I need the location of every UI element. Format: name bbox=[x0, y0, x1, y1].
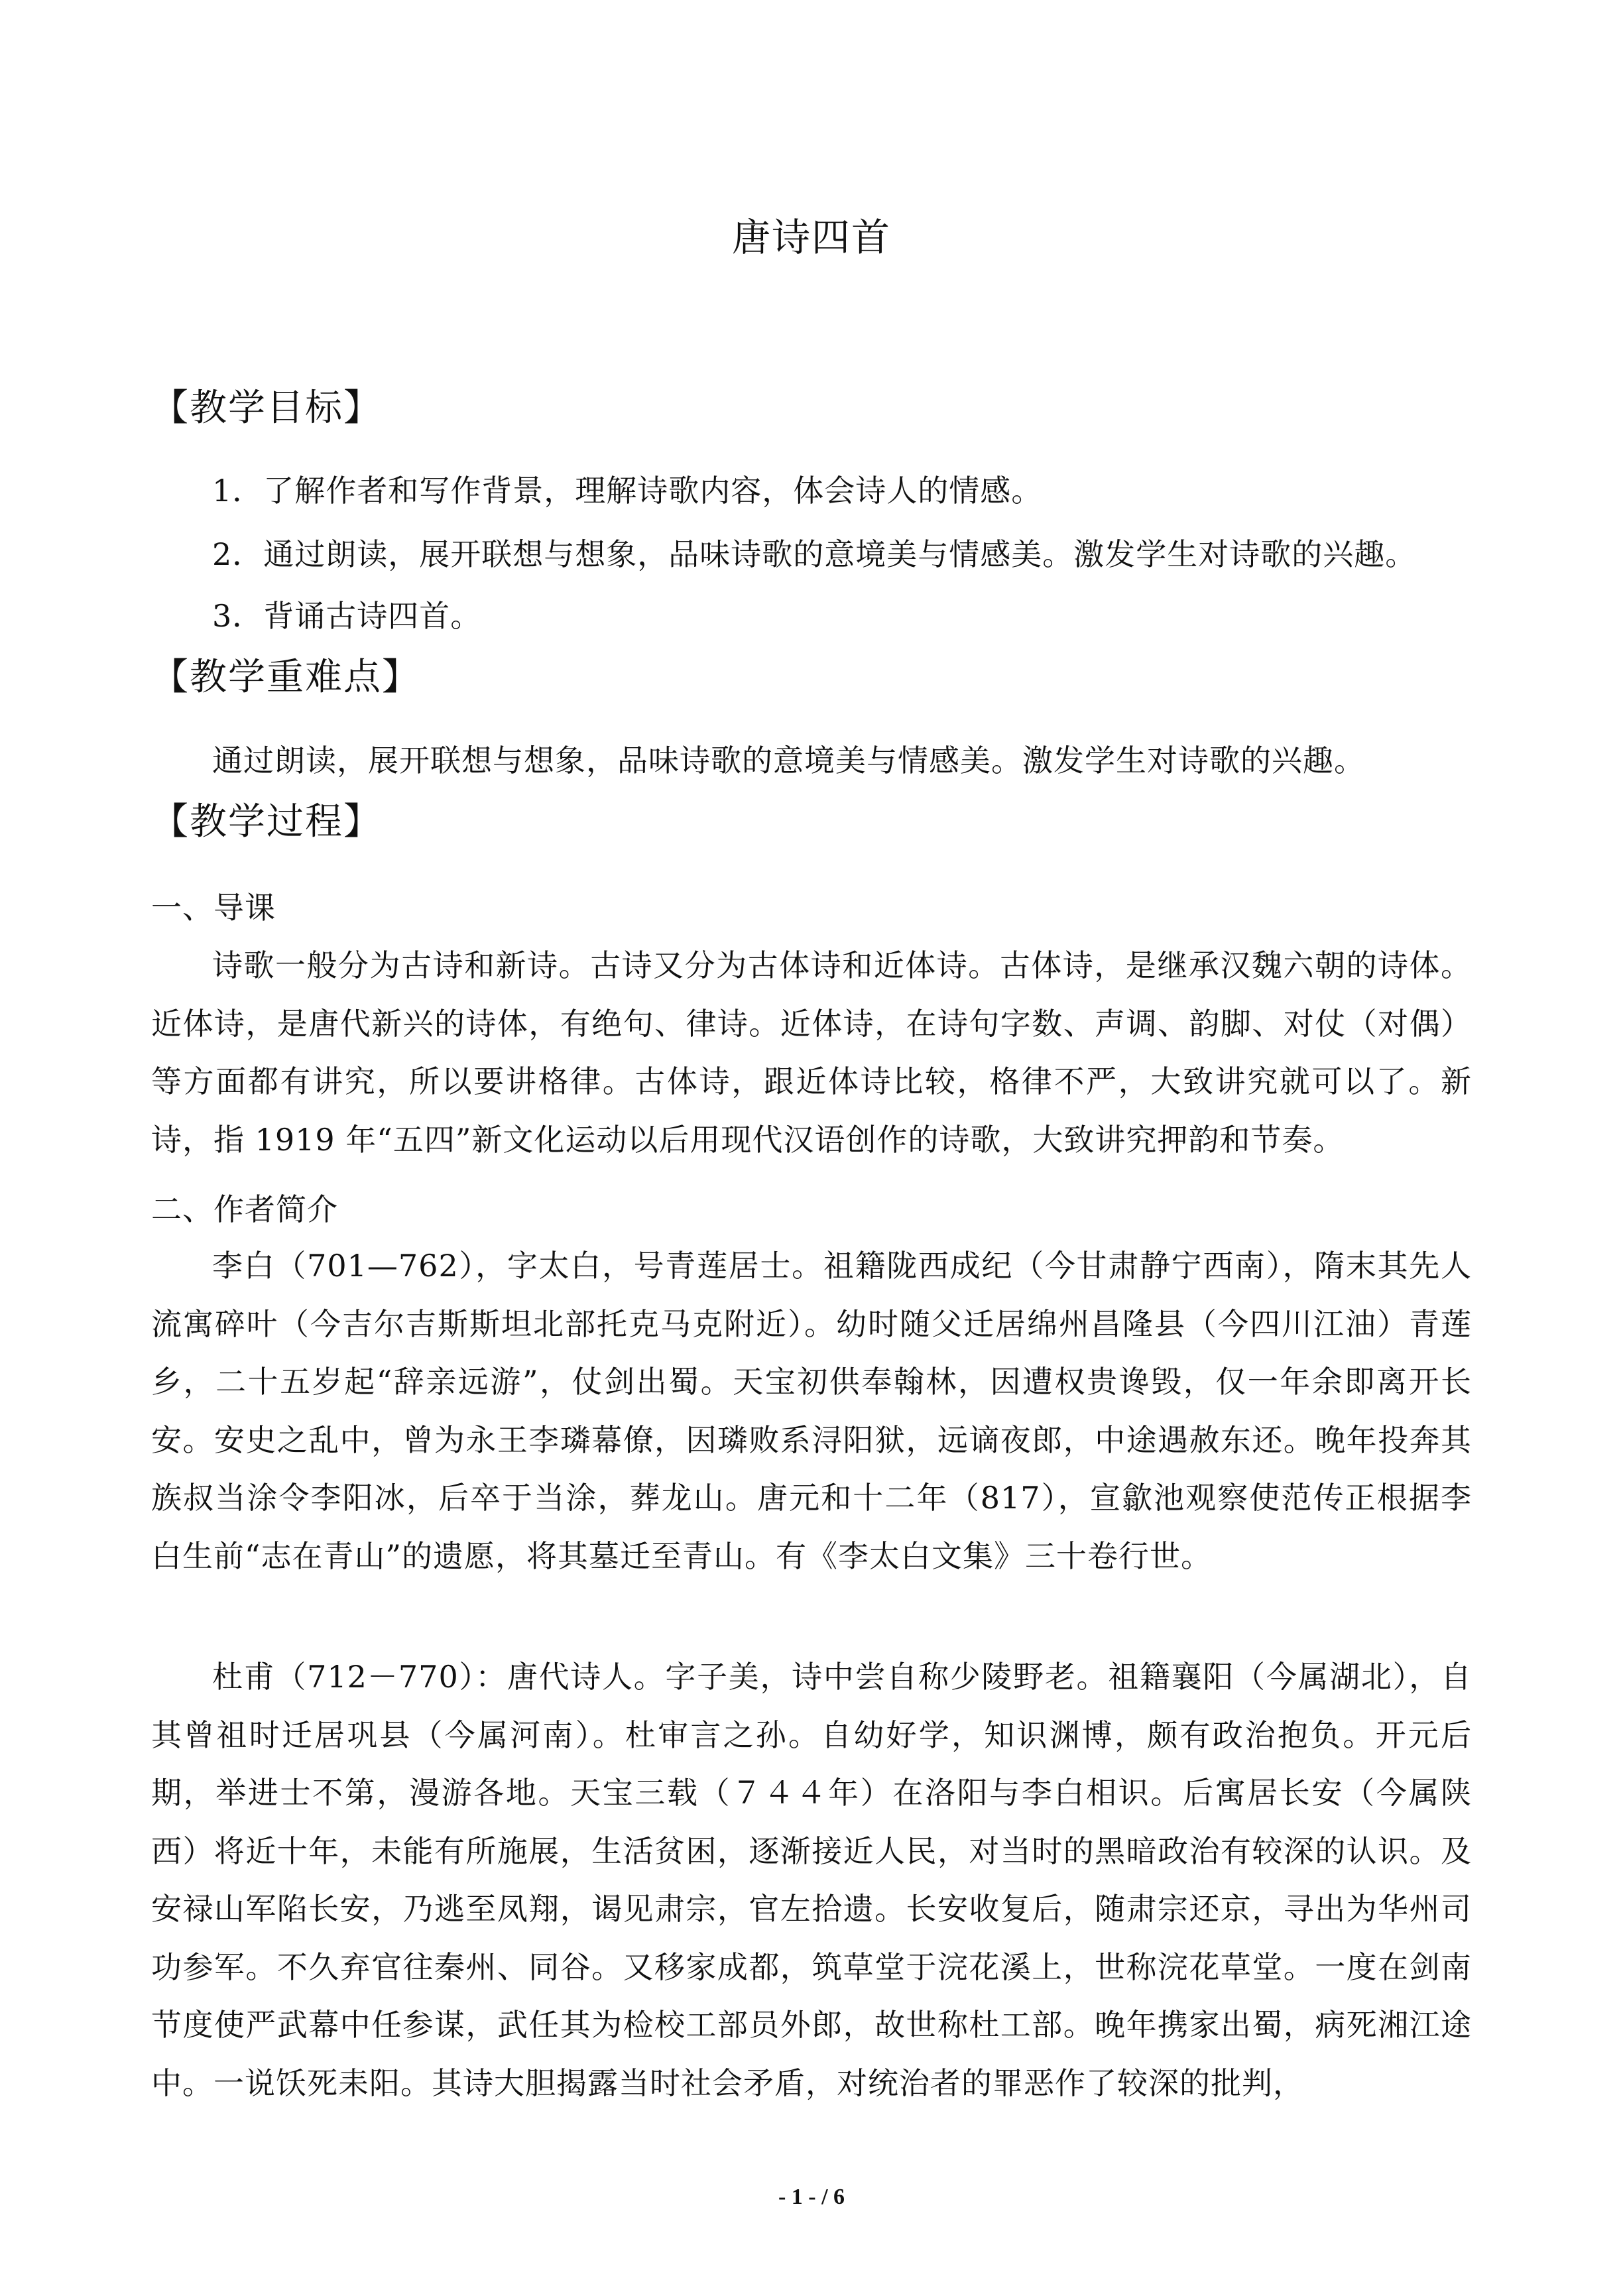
paragraph-intro: 诗歌一般分为古诗和新诗。古诗又分为古体诗和近体诗。古体诗，是继承汉魏六朝的诗体。近体诗，是唐代新兴的诗体，有绝句、律诗。近体诗，在诗句字数、声调、韵脚、对仗（对偶）等方面都有讲究，所以要讲格律。古体诗，跟近体诗比较，格律不严，大致讲究就可以了。新诗，指 1919 年“五四”新文化运动以后用现代汉语创作的诗歌，大致讲究押韵和节奏。 bbox=[151, 947, 1472, 1158]
page-number: - 1 - / 6 bbox=[778, 2185, 845, 2209]
objective-item-3: 3．背诵古诗四首。 bbox=[212, 598, 482, 634]
objective-item-2: 2．通过朗读，展开联想与想象，品味诗歌的意境美与情感美。激发学生对诗歌的兴趣。 bbox=[212, 536, 1417, 572]
section-heading-key-points: 【教学重难点】 bbox=[151, 656, 420, 699]
section-heading-objectives: 【教学目标】 bbox=[151, 387, 382, 430]
key-points-text: 通过朗读，展开联想与想象，品味诗歌的意境美与情感美。激发学生对诗歌的兴趣。 bbox=[212, 743, 1365, 778]
paragraph-du-fu: 杜甫（712－770）：唐代诗人。字子美，诗中尝自称少陵野老。祖籍襄阳（今属湖北），自其曾祖时迁居巩县（今属河南）。杜审言之孙。自幼好学，知识渊博，颇有政治抱负。开元后期，举进士不第，漫游各地。天宝三载（７４４年）在洛阳与李白相识。后寓居长安（今属陕西）将近十年，未能有所施展，生活贫困，逐渐接近人民，对当时的黑暗政治有较深的认识。及安禄山军陷长安，乃逃至凤翔，谒见肃宗，官左拾遗。长安收复后，随肃宗还京，寻出为华州司功参军。不久弃官往秦州、同谷。又移家成都，筑草堂于浣花溪上，世称浣花草堂。一度在剑南节度使严武幕中任参谋，武任其为检校工部员外郎，故世称杜工部。晚年携家出蜀，病死湘江途中。一说饫死耒阳。其诗大胆揭露当时社会矛盾，对统治者的罪恶作了较深的批判， bbox=[151, 1659, 1472, 2101]
subheading-author: 二、作者简介 bbox=[151, 1191, 338, 1227]
paragraph-li-bai: 李白（701—762），字太白，号青莲居士。祖籍陇西成纪（今甘肃静宁西南），隋末其先人流寓碎叶（今吉尔吉斯斯坦北部托克马克附近）。幼时随父迁居绵州昌隆县（今四川江油）青莲乡，二十五岁起“辞亲远游”，仗剑出蜀。天宝初供奉翰林，因遭权贵谗毁，仅一年余即离开长安。安史之乱中，曾为永王李璘幕僚，因璘败系浔阳狱，远谪夜郎，中途遇赦东还。晚年投奔其族叔当涂令李阳冰，后卒于当涂，葬龙山。唐元和十二年（817），宣歙池观察使范传正根据李白生前“志在青山”的遗愿，将其墓迁至青山。有《李太白文集》三十卷行世。 bbox=[151, 1248, 1472, 1574]
section-heading-process: 【教学过程】 bbox=[151, 800, 382, 843]
document-title: 唐诗四首 bbox=[731, 215, 891, 260]
objective-item-1: 1．了解作者和写作背景，理解诗歌内容，体会诗人的情感。 bbox=[212, 473, 1043, 509]
subheading-intro: 一、导课 bbox=[151, 890, 276, 926]
